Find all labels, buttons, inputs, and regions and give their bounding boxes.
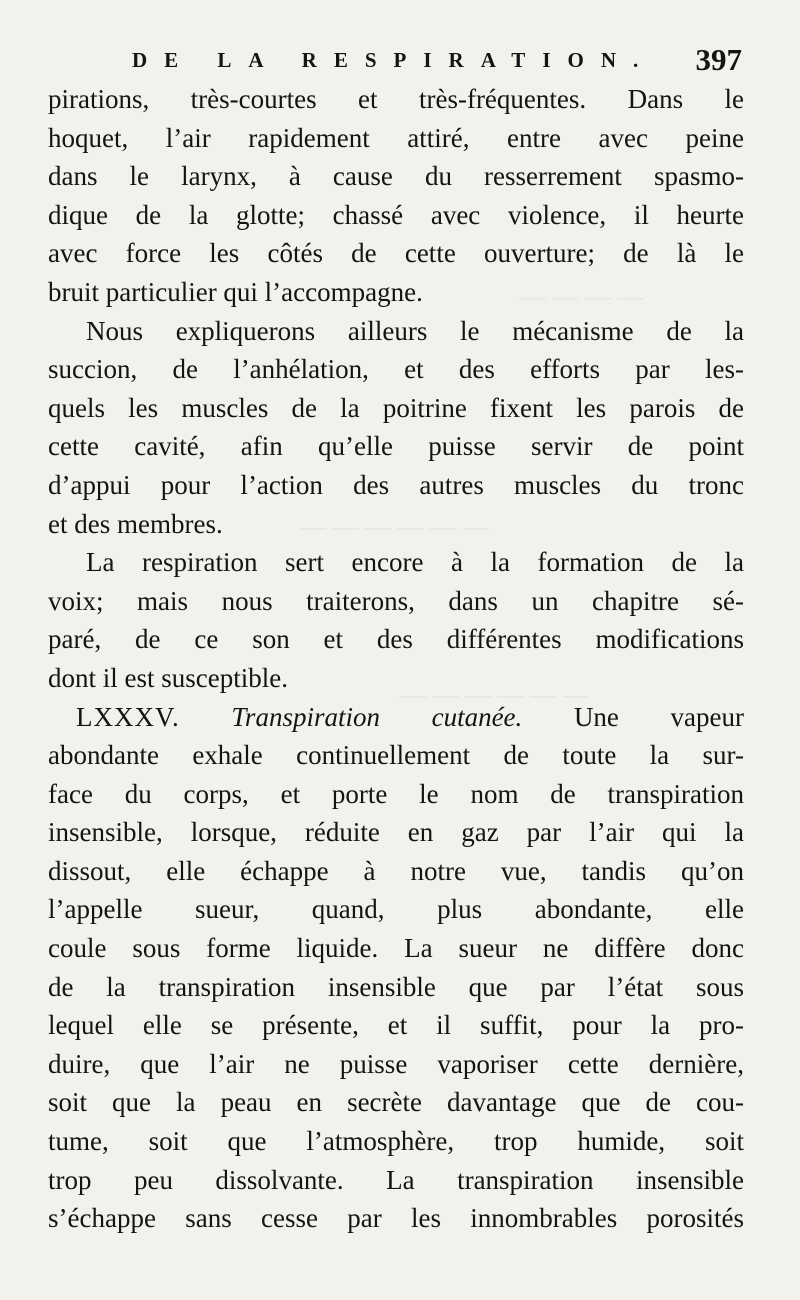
paragraph <box>48 543 744 697</box>
text-line: abondante exhale continuellement de toute la sur- <box>48 740 744 771</box>
text-line: hoquet, l’air rapidement attiré, entre avec peine <box>48 122 744 153</box>
section-number: LXXXV. <box>76 701 180 732</box>
text-line: paré, de ce son et des différentes modifications <box>48 624 744 655</box>
text-line: duire, que l’air ne puisse vaporiser cette dernière, <box>48 1048 744 1079</box>
text-line: et des membres. <box>48 508 223 539</box>
text-line: coule sous forme liquide. La sueur ne diffère donc <box>48 933 744 964</box>
section-heading-line <box>48 698 744 737</box>
text-line: face du corps, et porte le nom de transpiration <box>48 778 744 809</box>
text-line: de la transpiration insensible que par l’état sous <box>48 971 744 1002</box>
text-line: quels les muscles de la poitrine fixent les parois de <box>48 392 744 423</box>
text-line: avec force les côtés de cette ouverture; de là le <box>48 238 744 269</box>
text-line: voix; mais nous traiterons, dans un chapitre sé- <box>48 585 744 616</box>
show-through-texture: — — — — — — — — — — — — — — — — <box>300 282 644 709</box>
text-line: insensible, lorsque, réduite en gaz par l’air qui la <box>48 817 744 848</box>
section-first-line-text: Une vapeur <box>573 701 745 732</box>
text-line: s’échappe sans cesse par les innombrables porosités <box>48 1203 744 1234</box>
text-line: l’appelle sueur, quand, plus abondante, elle <box>48 894 744 925</box>
text-line: bruit particulier qui l’accompagne. <box>48 276 423 307</box>
text-line: pirations, très-courtes et très-fréquentes. Dans le <box>48 84 744 114</box>
paragraph <box>48 80 744 312</box>
page-number: 397 <box>695 42 742 77</box>
text-line: tume, soit que l’atmosphère, trop humide, soit <box>48 1126 744 1157</box>
text-line: lequel elle se présente, et il suffit, pour la pro- <box>48 1010 744 1041</box>
text-line: d’appui pour l’action des autres muscles du tronc <box>48 469 744 500</box>
body-text <box>48 80 744 1238</box>
text-line: dans le larynx, à cause du resserrement spasmo- <box>48 161 744 192</box>
running-title: DE LA RESPIRATION. <box>132 48 656 72</box>
text-line: La respiration sert encore à la formation de la <box>86 547 744 578</box>
text-line: trop peu dissolvante. La transpiration insensible <box>48 1164 744 1195</box>
text-line: succion, de l’anhélation, et des efforts par les- <box>48 354 744 385</box>
text-line: dont il est susceptible. <box>48 662 288 693</box>
text-line: Nous expliquerons ailleurs le mécanisme de la <box>86 315 744 346</box>
section-title: Transpiration cutanée. <box>231 701 523 732</box>
text-line: dissout, elle échappe à notre vue, tandis qu’on <box>48 855 744 886</box>
text-line: soit que la peau en secrète davantage que de cou- <box>48 1087 744 1118</box>
text-line: dique de la glotte; chassé avec violence, il heurte <box>48 199 744 230</box>
running-head <box>48 44 742 80</box>
section-lxxxv <box>48 698 744 1238</box>
paragraph <box>48 312 744 544</box>
text-line: cette cavité, afin qu’elle puisse servir de point <box>48 431 744 462</box>
